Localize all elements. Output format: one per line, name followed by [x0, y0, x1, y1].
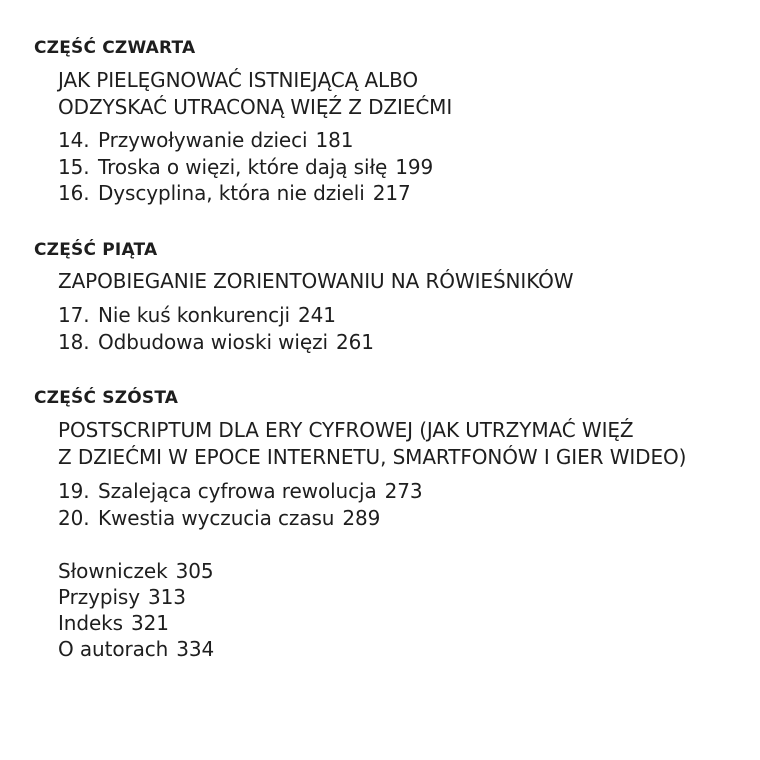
chapter-number: 20.	[58, 506, 90, 530]
page-number: 289	[342, 506, 381, 530]
part-title-line: POSTSCRIPTUM DLA ERY CYFROWEJ (JAK UTRZYMAĆ WIĘŹ	[58, 418, 634, 442]
toc-entry[interactable]	[58, 302, 336, 328]
back-matter-title: O autorach	[58, 637, 169, 661]
page-number: 199	[395, 155, 434, 179]
toc-entry[interactable]	[58, 478, 423, 504]
chapter-title: Dyscyplina, która nie dzieli	[98, 181, 365, 205]
part-heading: CZĘŚĆ SZÓSTA	[34, 388, 179, 408]
toc-entry[interactable]	[58, 505, 380, 531]
chapter-number: 19.	[58, 479, 90, 503]
page-number: 261	[335, 330, 374, 354]
chapter-number: 17.	[58, 303, 90, 327]
toc-entry[interactable]	[58, 127, 353, 153]
page-number: 334	[176, 637, 215, 661]
page-number: 313	[147, 585, 186, 609]
back-matter-entry[interactable]	[58, 584, 186, 610]
page-number: 321	[130, 611, 169, 635]
part-heading: CZĘŚĆ CZWARTA	[34, 38, 196, 58]
chapter-title: Odbudowa wioski więzi	[98, 330, 328, 354]
back-matter-entry[interactable]	[58, 610, 169, 636]
toc-entry[interactable]	[58, 180, 411, 206]
back-matter-title: Słowniczek	[58, 559, 168, 583]
page-number: 241	[298, 303, 336, 327]
part-title-line: ODZYSKAĆ UTRACONĄ WIĘŹ Z DZIEĆMI	[58, 95, 453, 119]
page-number: 273	[384, 479, 423, 503]
chapter-number: 18.	[58, 330, 90, 354]
page-number: 181	[315, 128, 354, 152]
page-number: 305	[175, 559, 214, 583]
toc-entry[interactable]	[58, 329, 374, 355]
chapter-number: 15.	[58, 155, 90, 179]
part-title-line: ZAPOBIEGANIE ZORIENTOWANIU NA RÓWIEŚNIKÓW	[58, 269, 574, 293]
back-matter-entry[interactable]	[58, 558, 213, 584]
chapter-title: Szalejąca cyfrowa rewolucja	[98, 479, 377, 503]
chapter-number: 14.	[58, 128, 90, 152]
back-matter-title: Indeks	[58, 611, 123, 635]
toc-entry[interactable]	[58, 154, 433, 180]
back-matter-entry[interactable]	[58, 636, 214, 662]
part-title-line: Z DZIEĆMI W EPOCE INTERNETU, SMARTFONÓW I GIER WIDEO)	[58, 445, 687, 469]
chapter-title: Przywoływanie dzieci	[98, 128, 308, 152]
page-number: 217	[372, 181, 411, 205]
chapter-title: Kwestia wyczucia czasu	[98, 506, 335, 530]
back-matter-title: Przypisy	[58, 585, 140, 609]
chapter-title: Troska o więzi, które dają siłę	[98, 155, 388, 179]
part-title-line: JAK PIELĘGNOWAĆ ISTNIEJĄCĄ ALBO	[58, 68, 418, 92]
chapter-title: Nie kuś konkurencji	[98, 303, 290, 327]
chapter-number: 16.	[58, 181, 90, 205]
part-heading: CZĘŚĆ PIĄTA	[34, 240, 158, 260]
